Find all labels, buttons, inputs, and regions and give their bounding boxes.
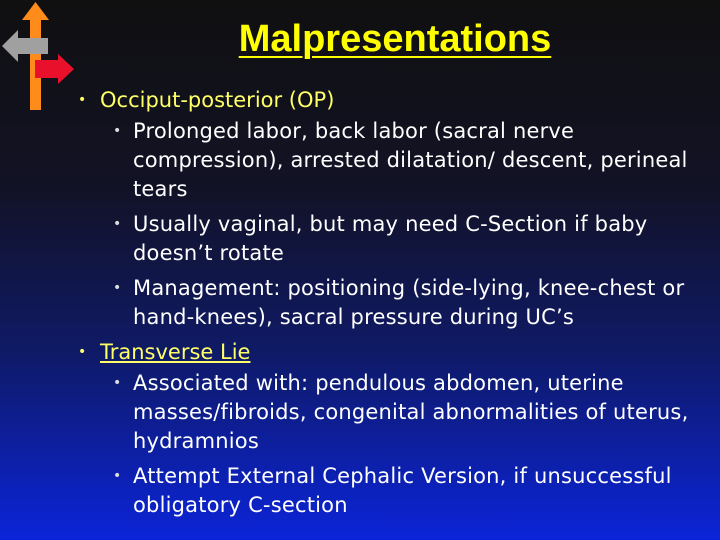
bullet-occiput-posterior (78, 86, 700, 115)
bullet-transverse-lie (78, 338, 700, 367)
page-title (0, 18, 720, 61)
sub-bullet-text: Prolonged labor, back labor (sacral nerve compression), arrested dilatation/ descent, perineal tears (133, 119, 688, 201)
bullet-dot-icon: • (113, 468, 122, 484)
bullet-label: Occiput-posterior (OP) (100, 88, 335, 112)
bullet-label: Transverse Lie (100, 340, 251, 364)
sub-bullet-text: Management: positioning (side-lying, knee-chest or hand-knees), sacral pressure during UC’s (133, 276, 685, 329)
slide-body (0, 86, 720, 526)
bullet-dot-icon: • (113, 280, 122, 296)
bullet-dot-icon: • (113, 216, 122, 232)
title-text: Malpresentations (238, 18, 552, 60)
sub-bullet (113, 462, 698, 520)
bullet-dot-icon: • (78, 92, 87, 108)
arrow-right-shaft-icon (35, 60, 60, 78)
bullet-dot-icon: • (78, 344, 87, 360)
sub-bullet (113, 210, 698, 268)
sub-bullet-text: Usually vaginal, but may need C-Section if baby doesn’t rotate (133, 212, 648, 265)
sub-bullet (113, 369, 698, 456)
sub-bullet (113, 274, 698, 332)
sub-bullet-text: Associated with: pendulous abdomen, uterine masses/fibroids, congenital abnormalities of uterus, hydramnios (133, 371, 689, 453)
sub-bullet-text: Attempt External Cephalic Version, if unsuccessful obligatory C-section (133, 464, 672, 517)
bullet-dot-icon: • (113, 375, 122, 391)
sub-bullet (113, 117, 698, 204)
bullet-dot-icon: • (113, 123, 122, 139)
